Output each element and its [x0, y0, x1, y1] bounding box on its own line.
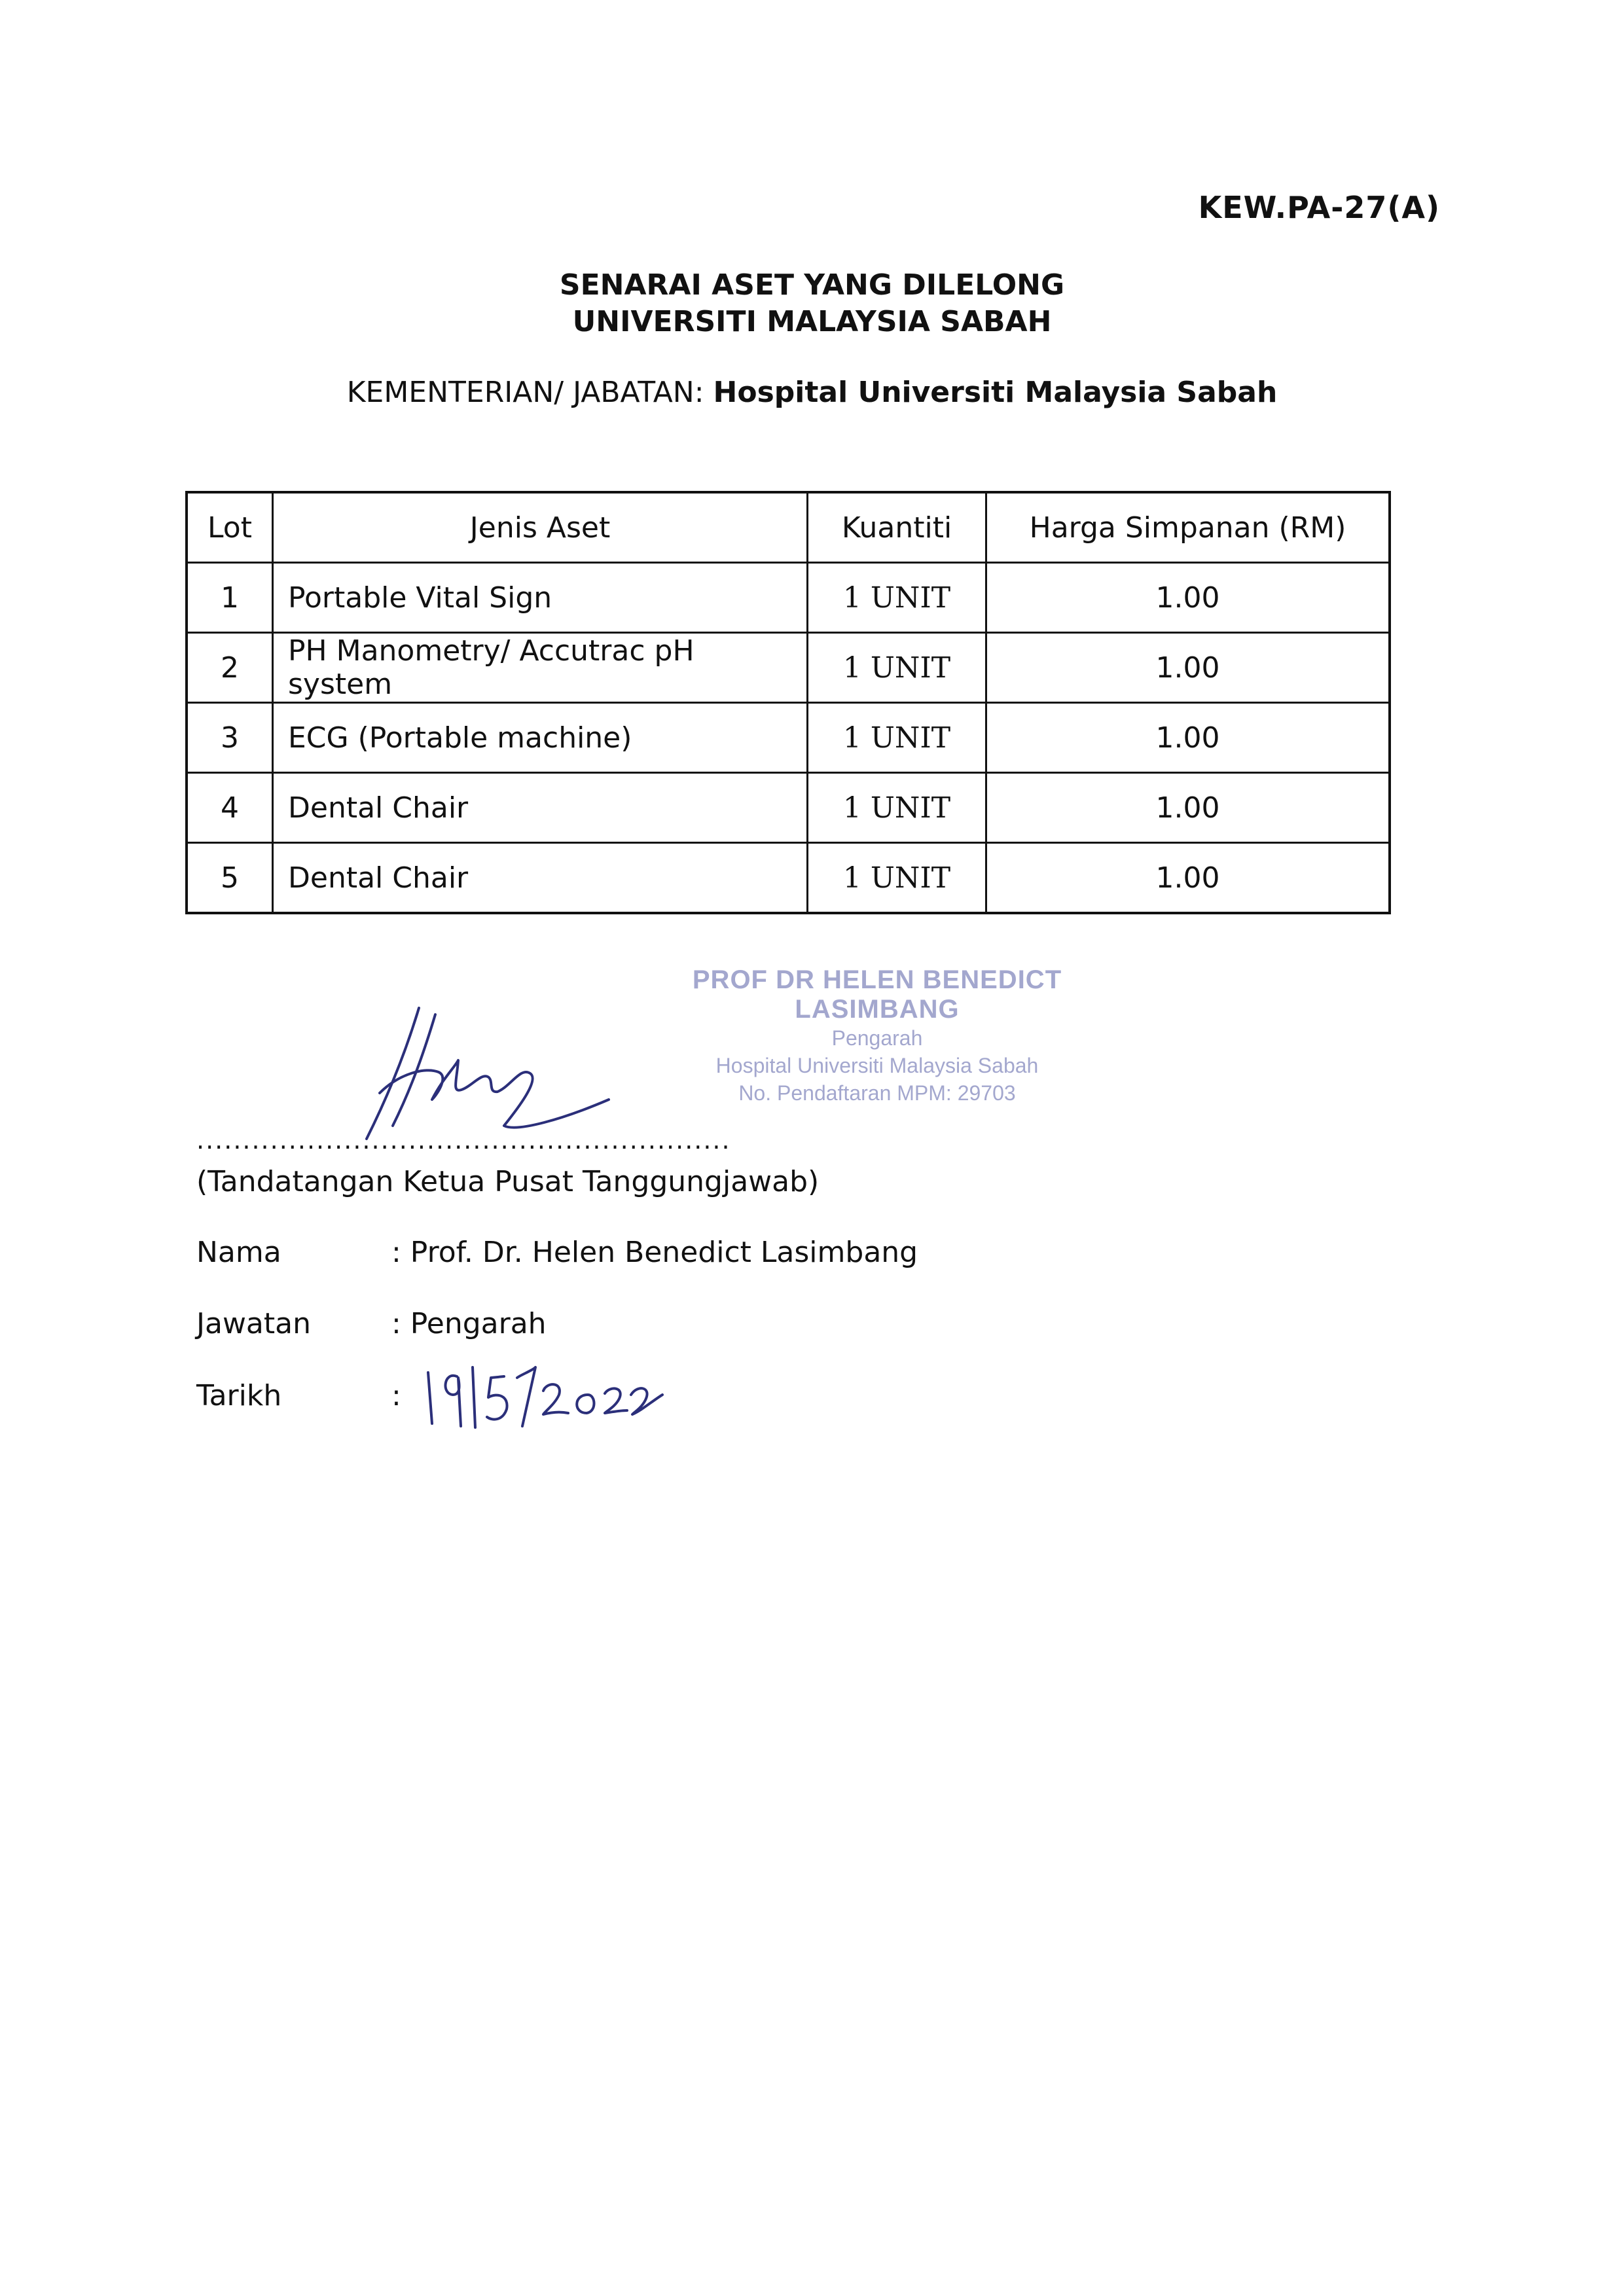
- cell-jenis-aset: Dental Chair: [273, 773, 808, 843]
- cell-harga: 1.00: [986, 633, 1390, 703]
- cell-kuantiti: 1 UNIT: [808, 633, 986, 703]
- nama-value: : Prof. Dr. Helen Benedict Lasimbang: [391, 1236, 918, 1269]
- table-row: [187, 633, 1390, 703]
- cell-kuantiti: 1 UNIT: [808, 563, 986, 633]
- table-row: [187, 703, 1390, 773]
- header-harga-simpanan: Harga Simpanan (RM): [986, 492, 1390, 563]
- table-row: [187, 773, 1390, 843]
- cell-lot: 1: [187, 563, 273, 633]
- tarikh-colon: :: [391, 1379, 401, 1412]
- cell-kuantiti: 1 UNIT: [808, 703, 986, 773]
- table-row: [187, 843, 1390, 914]
- stamp-registration: No. Pendaftaran MPM: 29703: [738, 1081, 1016, 1105]
- signature-caption: (Tandatangan Ketua Pusat Tanggungjawab): [196, 1165, 820, 1198]
- jawatan-value: : Pengarah: [391, 1307, 547, 1340]
- cell-kuantiti: 1 UNIT: [808, 843, 986, 914]
- cell-harga: 1.00: [986, 843, 1390, 914]
- tarikh-label: Tarikh: [196, 1379, 282, 1412]
- cell-harga: 1.00: [986, 773, 1390, 843]
- asset-table: [185, 491, 1391, 914]
- header-jenis-aset: Jenis Aset: [273, 492, 808, 563]
- cell-lot: 3: [187, 703, 273, 773]
- header-lot: Lot: [187, 492, 273, 563]
- cell-lot: 4: [187, 773, 273, 843]
- cell-harga: 1.00: [986, 563, 1390, 633]
- cell-kuantiti: 1 UNIT: [808, 773, 986, 843]
- cell-lot: 5: [187, 843, 273, 914]
- stamp-position: Pengarah: [831, 1026, 923, 1050]
- ministry-value: Hospital Universiti Malaysia Sabah: [713, 376, 1278, 409]
- document-title-line-2: UNIVERSITI MALAYSIA SABAH: [572, 305, 1052, 338]
- ministry-label: KEMENTERIAN/ JABATAN:: [346, 376, 704, 409]
- jawatan-label: Jawatan: [196, 1307, 311, 1340]
- header-kuantiti: Kuantiti: [808, 492, 986, 563]
- stamp-institution: Hospital Universiti Malaysia Sabah: [715, 1054, 1039, 1077]
- cell-lot: 2: [187, 633, 273, 703]
- table-header-row: [187, 492, 1390, 563]
- cell-harga: 1.00: [986, 703, 1390, 773]
- ministry-line: [0, 376, 1624, 409]
- signature-line: ..........................................................: [196, 1126, 731, 1155]
- handwritten-date: [419, 1358, 668, 1430]
- official-stamp: [609, 965, 1146, 1107]
- nama-label: Nama: [196, 1236, 281, 1269]
- cell-jenis-aset: Dental Chair: [273, 843, 808, 914]
- document-title-line-1: SENARAI ASET YANG DILELONG: [559, 268, 1065, 302]
- table-row: [187, 563, 1390, 633]
- cell-jenis-aset: ECG (Portable machine): [273, 703, 808, 773]
- cell-jenis-aset: Portable Vital Sign: [273, 563, 808, 633]
- form-code: KEW.PA-27(A): [1198, 190, 1440, 225]
- stamp-name: PROF DR HELEN BENEDICT LASIMBANG: [692, 965, 1062, 1024]
- cell-jenis-aset: PH Manometry/ Accutrac pH system: [273, 633, 808, 703]
